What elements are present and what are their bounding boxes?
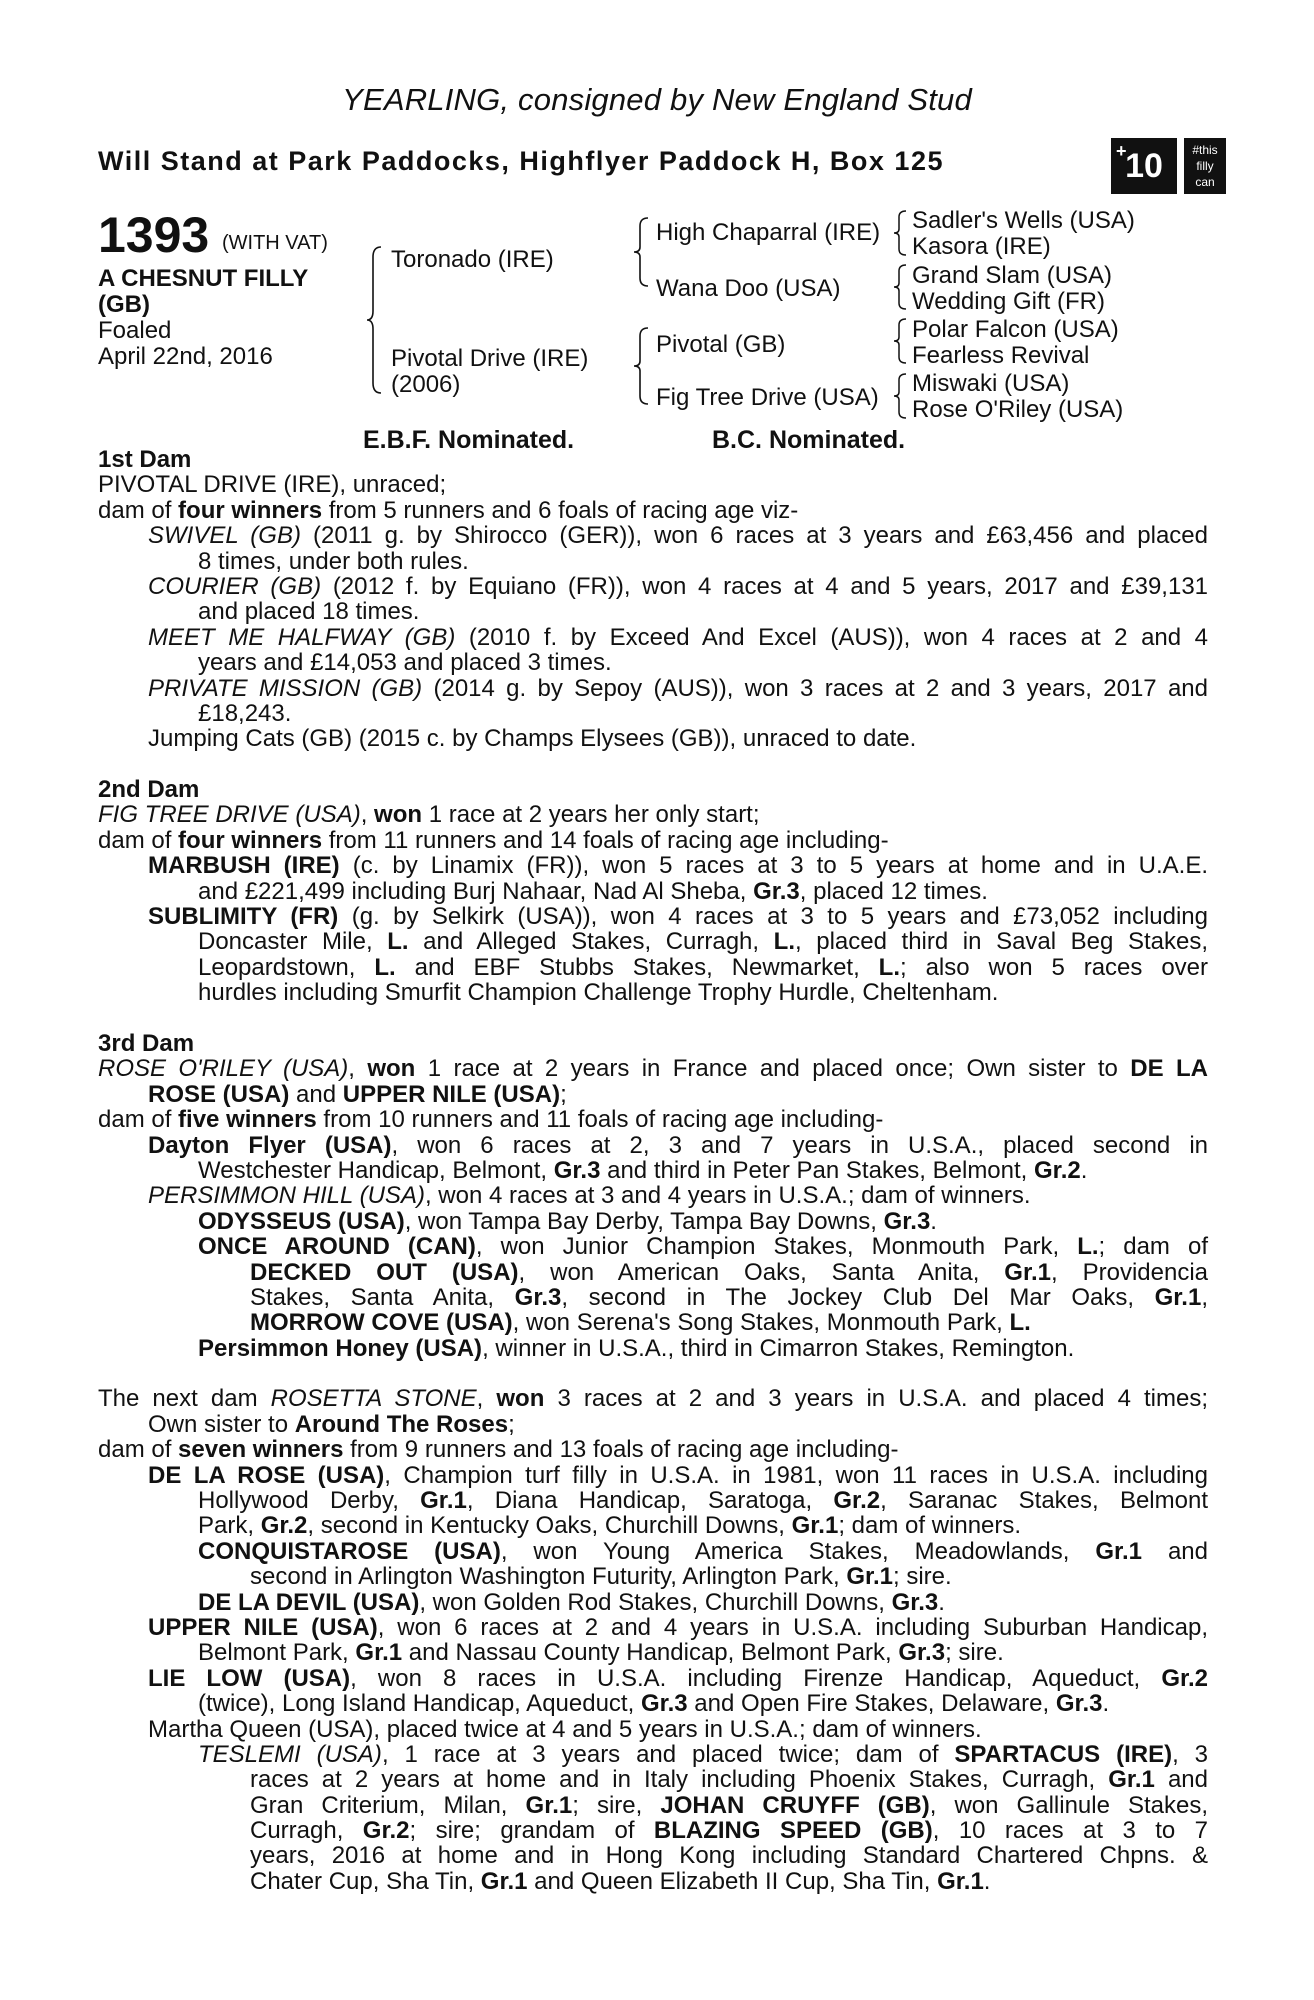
badge-group — [1111, 138, 1226, 194]
g3-brace-3 — [893, 317, 909, 365]
badge-can: can — [1195, 175, 1215, 189]
text-run: , second in Kentucky Oaks, Churchill Downs, — [307, 1512, 792, 1540]
text-run: , — [348, 1055, 368, 1083]
text-line — [98, 726, 1208, 751]
text-run: Martha Queen (USA), placed twice at 4 and 5 years in U.S.A.; dam of winners. — [148, 1715, 982, 1743]
text-run: , won Tampa Bay Derby, Tampa Bay Downs, — [404, 1207, 884, 1235]
text-run: , won 4 races at 3 and 4 years in U.S.A.; dam of winners. — [424, 1182, 1031, 1210]
text-line — [98, 1869, 1208, 1894]
text-line — [98, 1386, 1208, 1411]
bold-text: DE LA DEVIL (USA) — [198, 1588, 420, 1616]
text-run: hurdles including Smurfit Champion Challenge Trophy Hurdle, Cheltenham. — [198, 979, 999, 1007]
bold-text: Gr.3 — [640, 1690, 688, 1718]
g3-brace-4 — [893, 372, 909, 420]
text-run: , — [1201, 1283, 1208, 1311]
text-run: (2014 g. by Sepoy (AUS)), won 3 races at 2 and 3 years, 2017 and — [422, 674, 1208, 702]
dam-line-brace — [633, 326, 653, 406]
text-run: Hollywood Derby, — [198, 1487, 421, 1515]
text-run: from 9 runners and 13 foals of racing age including- — [343, 1436, 899, 1464]
italic-text: MEET ME HALFWAY (GB) — [148, 623, 456, 651]
section-gap — [98, 752, 1208, 777]
bold-text: Gr.1 — [480, 1867, 528, 1895]
text-run: ; — [508, 1410, 515, 1438]
bold-text: won — [374, 801, 423, 829]
text-line — [98, 1539, 1208, 1564]
bold-text: Gr.3 — [553, 1156, 601, 1184]
text-run: . — [1080, 1156, 1088, 1184]
text-run: Stakes, Santa Anita, — [250, 1283, 515, 1311]
bold-text: four winners — [178, 496, 323, 524]
text-run: and £221,499 including Burj Nahaar, Nad Al Sheba, — [198, 877, 754, 905]
text-run: . — [938, 1588, 945, 1616]
bold-text: SPARTACUS (IRE) — [954, 1740, 1173, 1768]
text-line — [98, 549, 1208, 574]
bold-text: Gr.1 — [1154, 1283, 1202, 1311]
bold-text: Gr.1 — [1004, 1258, 1051, 1286]
text-run: dam of — [98, 1436, 179, 1464]
text-run: . — [1102, 1690, 1110, 1718]
plus-sign: + — [1116, 141, 1127, 161]
dam-dam: Fig Tree Drive (USA) — [656, 384, 879, 411]
bold-text: MORROW COVE (USA) — [250, 1309, 513, 1337]
text-run: Park, — [198, 1512, 261, 1540]
text-run: , 10 races at 3 to 7 — [932, 1817, 1208, 1845]
lot-number: 1393 — [98, 207, 210, 263]
text-run: . — [930, 1207, 937, 1235]
text-run: , won Golden Rod Stakes, Churchill Downs, — [419, 1588, 892, 1616]
text-run: , won Junior Champion Stakes, Monmouth Park, — [475, 1233, 1078, 1261]
bold-text: Gr.2 — [833, 1487, 881, 1515]
text-line — [98, 1133, 1208, 1158]
text-run: , second in The Jockey Club Del Mar Oaks, — [561, 1283, 1155, 1311]
bold-text: Around The Roses — [294, 1410, 509, 1438]
text-line — [98, 879, 1208, 904]
bold-text: DE LA — [1130, 1055, 1208, 1083]
text-line — [98, 1209, 1208, 1234]
bold-text: MARBUSH (IRE) — [148, 852, 340, 880]
bold-text: L. — [387, 928, 409, 956]
bold-text: DE LA ROSE (USA) — [148, 1461, 385, 1489]
bold-text: JOHAN CRUYFF (GB) — [660, 1791, 930, 1819]
text-run: and Nassau County Handicap, Belmont Park, — [402, 1639, 899, 1667]
text-line — [98, 1234, 1208, 1259]
text-line — [98, 1336, 1208, 1361]
text-line — [98, 802, 1208, 827]
text-run: and EBF Stubbs Stakes, Newmarket, — [395, 953, 879, 981]
bold-text: Gr.2 — [1161, 1664, 1209, 1692]
text-line — [98, 955, 1208, 980]
bold-text: L. — [374, 953, 396, 981]
this-filly-can-badge — [1184, 138, 1226, 194]
text-line — [98, 1285, 1208, 1310]
dam-year: (2006) — [391, 371, 461, 398]
text-line — [98, 1463, 1208, 1488]
text-line — [98, 1793, 1208, 1818]
text-run: Doncaster Mile, — [198, 928, 388, 956]
text-run: , won 6 races at 2 and 4 years in U.S.A. including Suburban Handicap, — [377, 1613, 1208, 1641]
text-line — [98, 498, 1208, 523]
bold-text: Gr.3 — [514, 1283, 562, 1311]
bold-text: L. — [1009, 1309, 1031, 1337]
text-line — [98, 523, 1208, 548]
stabling-location: Will Stand at Park Paddocks, Highflyer Paddock H, Box 125 — [98, 146, 944, 176]
italic-text: PRIVATE MISSION (GB) — [148, 674, 423, 702]
italic-text: SWIVEL (GB) — [148, 522, 301, 550]
text-run: ; sire. — [945, 1639, 1004, 1667]
bold-text: 2nd Dam — [98, 776, 200, 804]
text-line — [98, 676, 1208, 701]
italic-text: ROSE O'RILEY (USA) — [98, 1055, 349, 1083]
text-line — [98, 828, 1208, 853]
text-line — [98, 1310, 1208, 1335]
text-run: 8 times, under both rules. — [198, 547, 469, 575]
sire-dam-brace — [366, 245, 386, 395]
bold-text: Gr.1 — [937, 1867, 984, 1895]
text-line — [98, 1717, 1208, 1742]
text-line — [98, 1158, 1208, 1183]
bold-text: UPPER NILE (USA) — [148, 1613, 378, 1641]
text-line — [98, 1742, 1208, 1767]
bold-text: Gr.3 — [891, 1588, 939, 1616]
text-run: ; sire, — [572, 1791, 661, 1819]
text-run: ; sire; grandam of — [409, 1817, 654, 1845]
bold-text: Gr.1 — [355, 1639, 403, 1667]
bold-text: Persimmon Honey (USA) — [198, 1334, 483, 1362]
g3-brace-1 — [893, 209, 909, 257]
g3-brace-2 — [893, 263, 909, 311]
lot-description: A CHESNUT FILLY — [98, 265, 309, 292]
text-run: , Saranac Stakes, Belmont — [880, 1487, 1208, 1515]
text-run: , Providencia — [1051, 1258, 1208, 1286]
text-run: Curragh, — [250, 1817, 363, 1845]
g3-sadlers-wells: Sadler's Wells (USA) — [912, 207, 1135, 234]
bold-text: Gr.3 — [753, 877, 800, 905]
g3-kasora: Kasora (IRE) — [912, 233, 1051, 260]
bold-text: Gr.1 — [1108, 1766, 1155, 1794]
g3-wedding-gift: Wedding Gift (FR) — [912, 288, 1105, 315]
g3-grand-slam: Grand Slam (USA) — [912, 262, 1113, 289]
text-run: , won 8 races in U.S.A. including Firenze Handicap, Aqueduct, — [350, 1664, 1162, 1692]
foaled-label: Foaled — [98, 317, 172, 344]
text-line — [98, 599, 1208, 624]
text-run: and Alleged Stakes, Curragh, — [408, 928, 774, 956]
text-run: from 5 runners and 6 foals of racing age viz- — [322, 496, 799, 524]
badge-this: #this — [1192, 143, 1218, 157]
text-run: (2012 f. by Equiano (FR)), won 4 races at 4 and 5 years, 2017 and £39,131 — [321, 572, 1209, 600]
text-line — [98, 1666, 1208, 1691]
italic-text: COURIER (GB) — [148, 572, 322, 600]
text-run: , won Young America Stakes, Meadowlands, — [500, 1537, 1096, 1565]
text-run: (2010 f. by Exceed And Excel (AUS)), won 4 races at 2 and 4 — [455, 623, 1209, 651]
sire-sire: High Chaparral (IRE) — [656, 219, 881, 246]
text-run: (twice), Long Island Handicap, Aqueduct, — [198, 1690, 641, 1718]
text-run: from 11 runners and 14 foals of racing age including- — [322, 826, 889, 854]
text-run: races at 2 years at home and in Italy including Phoenix Stakes, Curragh, — [250, 1766, 1109, 1794]
catalogue-body — [98, 447, 1208, 1894]
text-line — [98, 1260, 1208, 1285]
bold-text: UPPER NILE (USA) — [342, 1080, 561, 1108]
bold-text: LIE LOW (USA) — [148, 1664, 351, 1692]
bold-text: L. — [773, 928, 795, 956]
bold-text: BLAZING SPEED (GB) — [653, 1817, 933, 1845]
text-run: dam of — [98, 826, 179, 854]
text-run: from 10 runners and 11 foals of racing age including- — [316, 1106, 884, 1134]
text-line — [98, 1183, 1208, 1208]
sire-dam: Wana Doo (USA) — [656, 275, 841, 302]
text-run: (2011 g. by Shirocco (GER)), won 6 races at 3 years and £63,456 and placed — [300, 522, 1209, 550]
bold-text: DECKED OUT (USA) — [250, 1258, 519, 1286]
text-line — [98, 929, 1208, 954]
text-run: ; also won 5 races over — [900, 953, 1209, 981]
bold-text: won — [496, 1385, 545, 1413]
ten-label: 10 — [1125, 146, 1163, 185]
foaled-date: April 22nd, 2016 — [98, 343, 273, 370]
text-line — [98, 1615, 1208, 1640]
ebf-nominated: E.B.F. Nominated. — [363, 426, 575, 454]
text-line — [98, 472, 1208, 497]
text-run: , 3 — [1172, 1740, 1209, 1768]
text-run: Chater Cup, Sha Tin, — [250, 1867, 481, 1895]
text-line — [98, 1843, 1208, 1868]
text-run: , placed third in Saval Beg Stakes, — [794, 928, 1209, 956]
text-run: dam of — [98, 1106, 179, 1134]
text-line — [98, 1818, 1208, 1843]
text-run: PIVOTAL DRIVE (IRE), unraced; — [98, 471, 447, 499]
bold-text: Gr.1 — [420, 1487, 467, 1515]
text-run: 3 races at 2 and 3 years in U.S.A. and placed 4 times; — [544, 1385, 1208, 1413]
text-run: Westchester Handicap, Belmont, — [198, 1156, 554, 1184]
text-run: £18,243. — [198, 699, 292, 727]
text-run: ; sire. — [893, 1563, 952, 1591]
bold-text: ODYSSEUS (USA) — [198, 1207, 405, 1235]
bold-text: Gr.2 — [260, 1512, 308, 1540]
text-run: The next dam — [98, 1385, 271, 1413]
bold-text: Gr.3 — [898, 1639, 946, 1667]
text-run: Gran Criterium, Milan, — [250, 1791, 526, 1819]
italic-text: FIG TREE DRIVE (USA) — [98, 801, 361, 829]
text-line — [98, 1564, 1208, 1589]
text-line — [98, 447, 1208, 472]
text-line — [98, 1513, 1208, 1538]
text-line — [98, 853, 1208, 878]
bold-text: CONQUISTAROSE (USA) — [198, 1537, 501, 1565]
g3-rose-oriley: Rose O'Riley (USA) — [912, 396, 1124, 423]
bc-nominated: B.C. Nominated. — [712, 426, 906, 454]
bold-text: L. — [878, 953, 900, 981]
text-run: . — [983, 1867, 991, 1895]
text-run: ; dam of — [1098, 1233, 1209, 1261]
text-run: , won Serena's Song Stakes, Monmouth Park, — [512, 1309, 1010, 1337]
bold-text: Gr.2 — [362, 1817, 410, 1845]
bold-text: 3rd Dam — [98, 1029, 195, 1057]
vat-note: (WITH VAT) — [222, 232, 328, 254]
consignment-subtitle: YEARLING, consigned by New England Stud — [342, 82, 972, 117]
text-run: and — [1142, 1537, 1208, 1565]
text-run: and Queen Elizabeth II Cup, Sha Tin, — [527, 1867, 938, 1895]
text-line — [98, 1640, 1208, 1665]
text-run: ; dam of winners. — [838, 1512, 1022, 1540]
sire-name: Toronado (IRE) — [391, 246, 554, 273]
text-run: , 1 race at 3 years and placed twice; dam of — [381, 1740, 955, 1768]
text-line — [98, 1056, 1208, 1081]
bold-text: Gr.1 — [1095, 1537, 1143, 1565]
text-line — [98, 1412, 1208, 1437]
text-line — [98, 1031, 1208, 1056]
text-line — [98, 701, 1208, 726]
bold-text: Gr.1 — [846, 1563, 894, 1591]
text-run: , Diana Handicap, Saratoga, — [466, 1487, 834, 1515]
text-run: Own sister to — [148, 1410, 295, 1438]
g3-fearless-revival: Fearless Revival — [912, 342, 1090, 369]
sire-line-brace — [633, 216, 653, 288]
text-line — [98, 1082, 1208, 1107]
text-run: years, 2016 at home and in Hong Kong including Standard Chartered Chpns. & — [250, 1842, 1208, 1870]
text-run: , Champion turf filly in U.S.A. in 1981, won 11 races in U.S.A. including — [384, 1461, 1208, 1489]
dam-name: Pivotal Drive (IRE) — [391, 345, 589, 372]
text-run: years and £14,053 and placed 3 times. — [198, 649, 612, 677]
bold-text: Gr.3 — [1055, 1690, 1103, 1718]
text-run: and placed 18 times. — [198, 598, 420, 626]
text-line — [98, 1767, 1208, 1792]
text-line — [98, 980, 1208, 1005]
bold-text: L. — [1077, 1233, 1099, 1261]
text-run: Leopardstown, — [198, 953, 375, 981]
bold-text: Gr.1 — [791, 1512, 839, 1540]
text-run: Belmont Park, — [198, 1639, 356, 1667]
text-run: dam of — [98, 496, 179, 524]
text-run: and — [1154, 1766, 1208, 1794]
text-run: , — [476, 1385, 497, 1413]
bold-text: seven winners — [178, 1436, 344, 1464]
text-line — [98, 1437, 1208, 1462]
text-run: , won Gallinule Stakes, — [929, 1791, 1209, 1819]
text-line — [98, 650, 1208, 675]
bold-text: Gr.3 — [883, 1207, 931, 1235]
text-line — [98, 1107, 1208, 1132]
bold-text: 1st Dam — [98, 446, 192, 473]
bold-text: Gr.1 — [525, 1791, 573, 1819]
plus-ten-badge — [1111, 138, 1177, 194]
bold-text: Dayton Flyer (USA) — [148, 1131, 392, 1159]
text-run: 1 race at 2 years her only start; — [422, 801, 760, 829]
text-run: Jumping Cats (GB) (2015 c. by Champs Elysees (GB)), unraced to date. — [148, 725, 917, 753]
text-line — [98, 1488, 1208, 1513]
text-run: second in Arlington Washington Futurity, Arlington Park, — [250, 1563, 847, 1591]
text-run: , won 6 races at 2, 3 and 7 years in U.S.A., placed second in — [391, 1131, 1208, 1159]
italic-text: PERSIMMON HILL (USA) — [148, 1182, 425, 1210]
bold-text: ROSE (USA) — [148, 1080, 290, 1108]
lot-description-origin: (GB) — [98, 291, 150, 318]
text-run: , placed 12 times. — [799, 877, 988, 905]
text-line — [98, 1590, 1208, 1615]
italic-text: TESLEMI (USA) — [198, 1740, 382, 1768]
text-line — [98, 1691, 1208, 1716]
badge-filly: filly — [1196, 159, 1214, 173]
bold-text: four winners — [178, 826, 323, 854]
section-gap — [98, 1006, 1208, 1031]
bold-text: won — [367, 1055, 416, 1083]
text-run: and third in Peter Pan Stakes, Belmont, — [600, 1156, 1035, 1184]
bold-text: ONCE AROUND (CAN) — [198, 1233, 476, 1261]
text-line — [98, 904, 1208, 929]
text-run: 1 race at 2 years in France and placed once; Own sister to — [415, 1055, 1131, 1083]
text-run: , won American Oaks, Santa Anita, — [518, 1258, 1005, 1286]
g3-polar-falcon: Polar Falcon (USA) — [912, 316, 1119, 343]
text-line — [98, 625, 1208, 650]
italic-text: ROSETTA STONE — [270, 1385, 477, 1413]
text-run: (c. by Linamix (FR)), won 5 races at 3 to 5 years at home and in U.A.E. — [339, 852, 1208, 880]
text-run: (g. by Selkirk (USA)), won 4 races at 3 to 5 years and £73,052 including — [338, 903, 1208, 931]
text-run: , — [360, 801, 375, 829]
bold-text: SUBLIMITY (FR) — [148, 903, 339, 931]
text-line — [98, 574, 1208, 599]
text-run: , winner in U.S.A., third in Cimarron Stakes, Remington. — [482, 1334, 1075, 1362]
text-run: and Open Fire Stakes, Delaware, — [687, 1690, 1056, 1718]
text-run: and — [289, 1080, 343, 1108]
g3-miswaki: Miswaki (USA) — [912, 370, 1070, 397]
dam-sire: Pivotal (GB) — [656, 331, 786, 358]
text-line — [98, 777, 1208, 802]
bold-text: five winners — [178, 1106, 317, 1134]
text-run: ; — [560, 1080, 567, 1108]
bold-text: Gr.2 — [1034, 1156, 1081, 1184]
section-gap — [98, 1361, 1208, 1386]
